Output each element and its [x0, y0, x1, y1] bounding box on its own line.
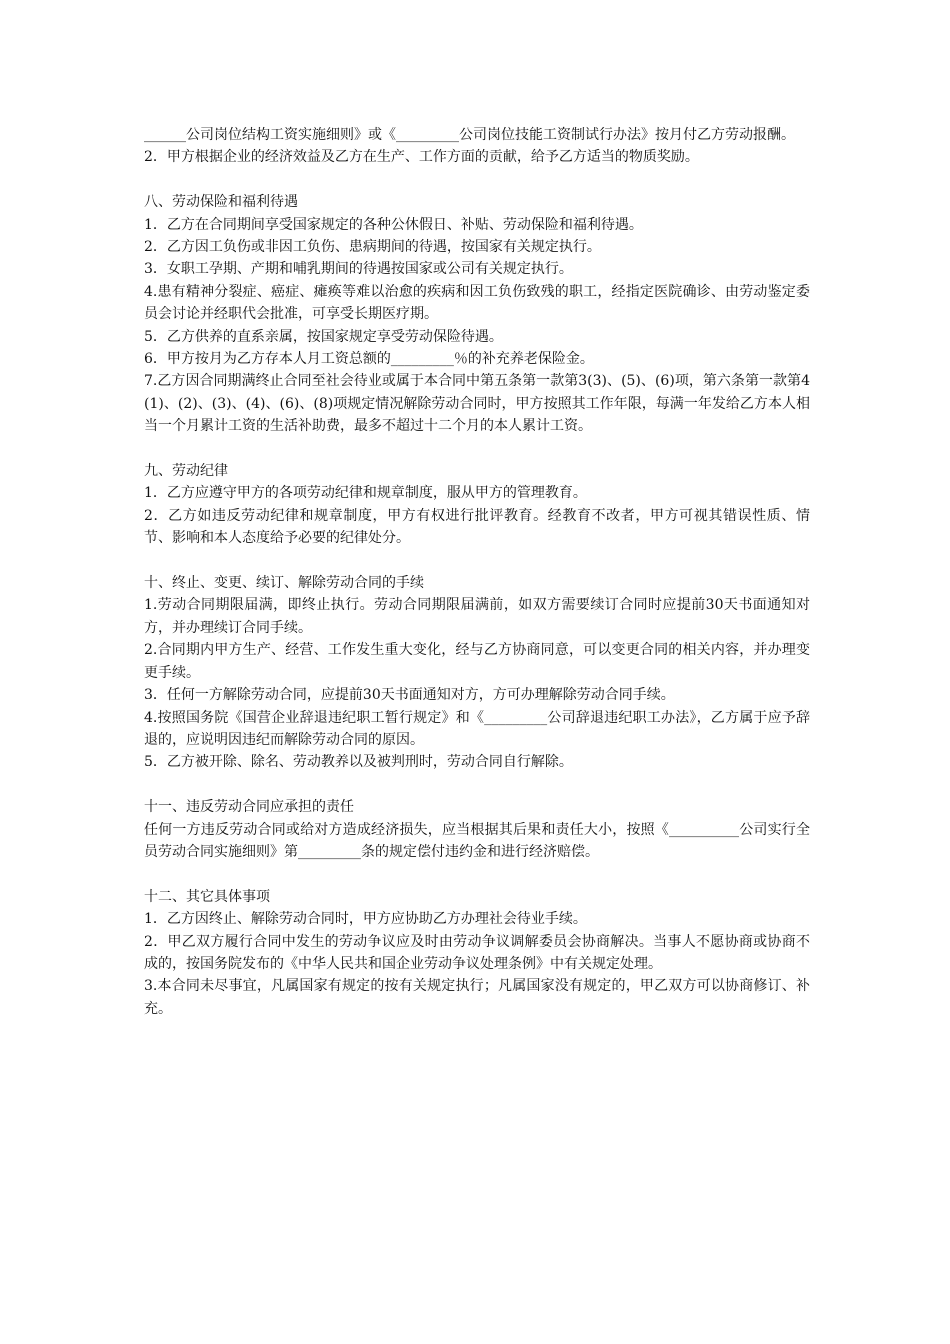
section-heading: 十一、违反劳动合同应承担的责任: [144, 799, 354, 816]
section-heading: 九、劳动纪律: [144, 463, 228, 480]
section-other-matters: [144, 886, 810, 1020]
paragraph: 任何一方违反劳动合同或给对方造成经济损失，应当根据其后果和责任大小，按照《__________公司实行全员劳动合同实施细则》第_________条的规定偿付违约金和进行经济赔偿。: [144, 821, 810, 860]
paragraph: ______公司岗位结构工资实施细则》或《_________公司岗位技能工资制试行办法》按月付乙方劳动报酬。: [144, 127, 795, 143]
paragraph: 2．甲乙双方履行合同中发生的劳动争议应及时由劳动争议调解委员会协商解决。当事人不愿协商或协商不成的，按国务院发布的《中华人民共和国企业劳动争议处理条例》中有关规定处理。: [144, 933, 810, 972]
paragraph: 6．甲方按月为乙方存本人月工资总额的_________％的补充养老保险金。: [144, 351, 594, 368]
paragraph: 2．乙方如违反劳动纪律和规章制度，甲方有权进行批评教育。经教育不改者，甲方可视其错误性质、情节、影响和本人态度给予必要的纪律处分。: [144, 507, 810, 547]
section-heading: 十、终止、变更、续订、解除劳动合同的手续: [144, 575, 424, 592]
paragraph: 1．乙方在合同期间享受国家规定的各种公休假日、补贴、劳动保险和福利待遇。: [144, 216, 643, 233]
paragraph: 5．乙方被开除、除名、劳动教养以及被判刑时，劳动合同自行解除。: [144, 754, 573, 771]
document-page: [144, 124, 810, 1043]
paragraph: 7.乙方因合同期满终止合同至社会待业或属于本合同中第五条第一款第3(3)、(5)、(6)项，第六条第一款第4(1)、(2)、(3)、(4)、(6)、(8)项规定情况解除劳动合同时，甲方按照其工作年限，每满一年发给乙方本人相当一个月累计工资的生活补助费，最多不超过十二个月的本人累计工资。: [144, 373, 810, 435]
paragraph: 3．任何一方解除劳动合同，应提前30天书面通知对方，方可办理解除劳动合同手续。: [144, 687, 675, 704]
paragraph: 2．乙方因工负伤或非因工负伤、患病期间的待遇，按国家有关规定执行。: [144, 239, 601, 256]
paragraph: 1．乙方因终止、解除劳动合同时，甲方应协助乙方办理社会待业手续。: [144, 911, 587, 928]
paragraph: 1.劳动合同期限届满，即终止执行。劳动合同期限届满前，如双方需要续订合同时应提前30天书面通知对方，并办理续订合同手续。: [144, 597, 810, 636]
section-wage-continued: [144, 124, 810, 169]
section-heading: 十二、其它具体事项: [144, 888, 270, 905]
section-insurance-welfare: [144, 191, 810, 437]
section-breach-liability: [144, 796, 810, 863]
paragraph: 2．甲方根据企业的经济效益及乙方在生产、工作方面的贡献，给予乙方适当的物质奖励。: [144, 149, 699, 166]
paragraph: 5．乙方供养的直系亲属，按国家规定享受劳动保险待遇。: [144, 328, 503, 345]
section-heading: 八、劳动保险和福利待遇: [144, 194, 298, 211]
paragraph: 4.按照国务院《国营企业辞退违纪职工暂行规定》和《_________公司辞退违纪职工办法》，乙方属于应予辞退的，应说明因违纪而解除劳动合同的原因。: [144, 709, 810, 748]
section-contract-procedures: [144, 572, 810, 774]
paragraph: 1．乙方应遵守甲方的各项劳动纪律和规章制度，服从甲方的管理教育。: [144, 485, 587, 502]
paragraph: 3.本合同未尽事宜，凡属国家有规定的按有关规定执行；凡属国家没有规定的，甲乙双方可以协商修订、补充。: [144, 978, 810, 1017]
paragraph: 4.患有精神分裂症、癌症、瘫痪等难以治愈的疾病和因工负伤致残的职工，经指定医院确诊、由劳动鉴定委员会讨论并经职代会批准，可享受长期医疗期。: [144, 283, 810, 323]
paragraph: 2.合同期内甲方生产、经营、工作发生重大变化，经与乙方协商同意，可以变更合同的相关内容，并办理变更手续。: [144, 642, 810, 681]
paragraph: 3．女职工孕期、产期和哺乳期间的待遇按国家或公司有关规定执行。: [144, 261, 573, 278]
section-labor-discipline: [144, 460, 810, 550]
